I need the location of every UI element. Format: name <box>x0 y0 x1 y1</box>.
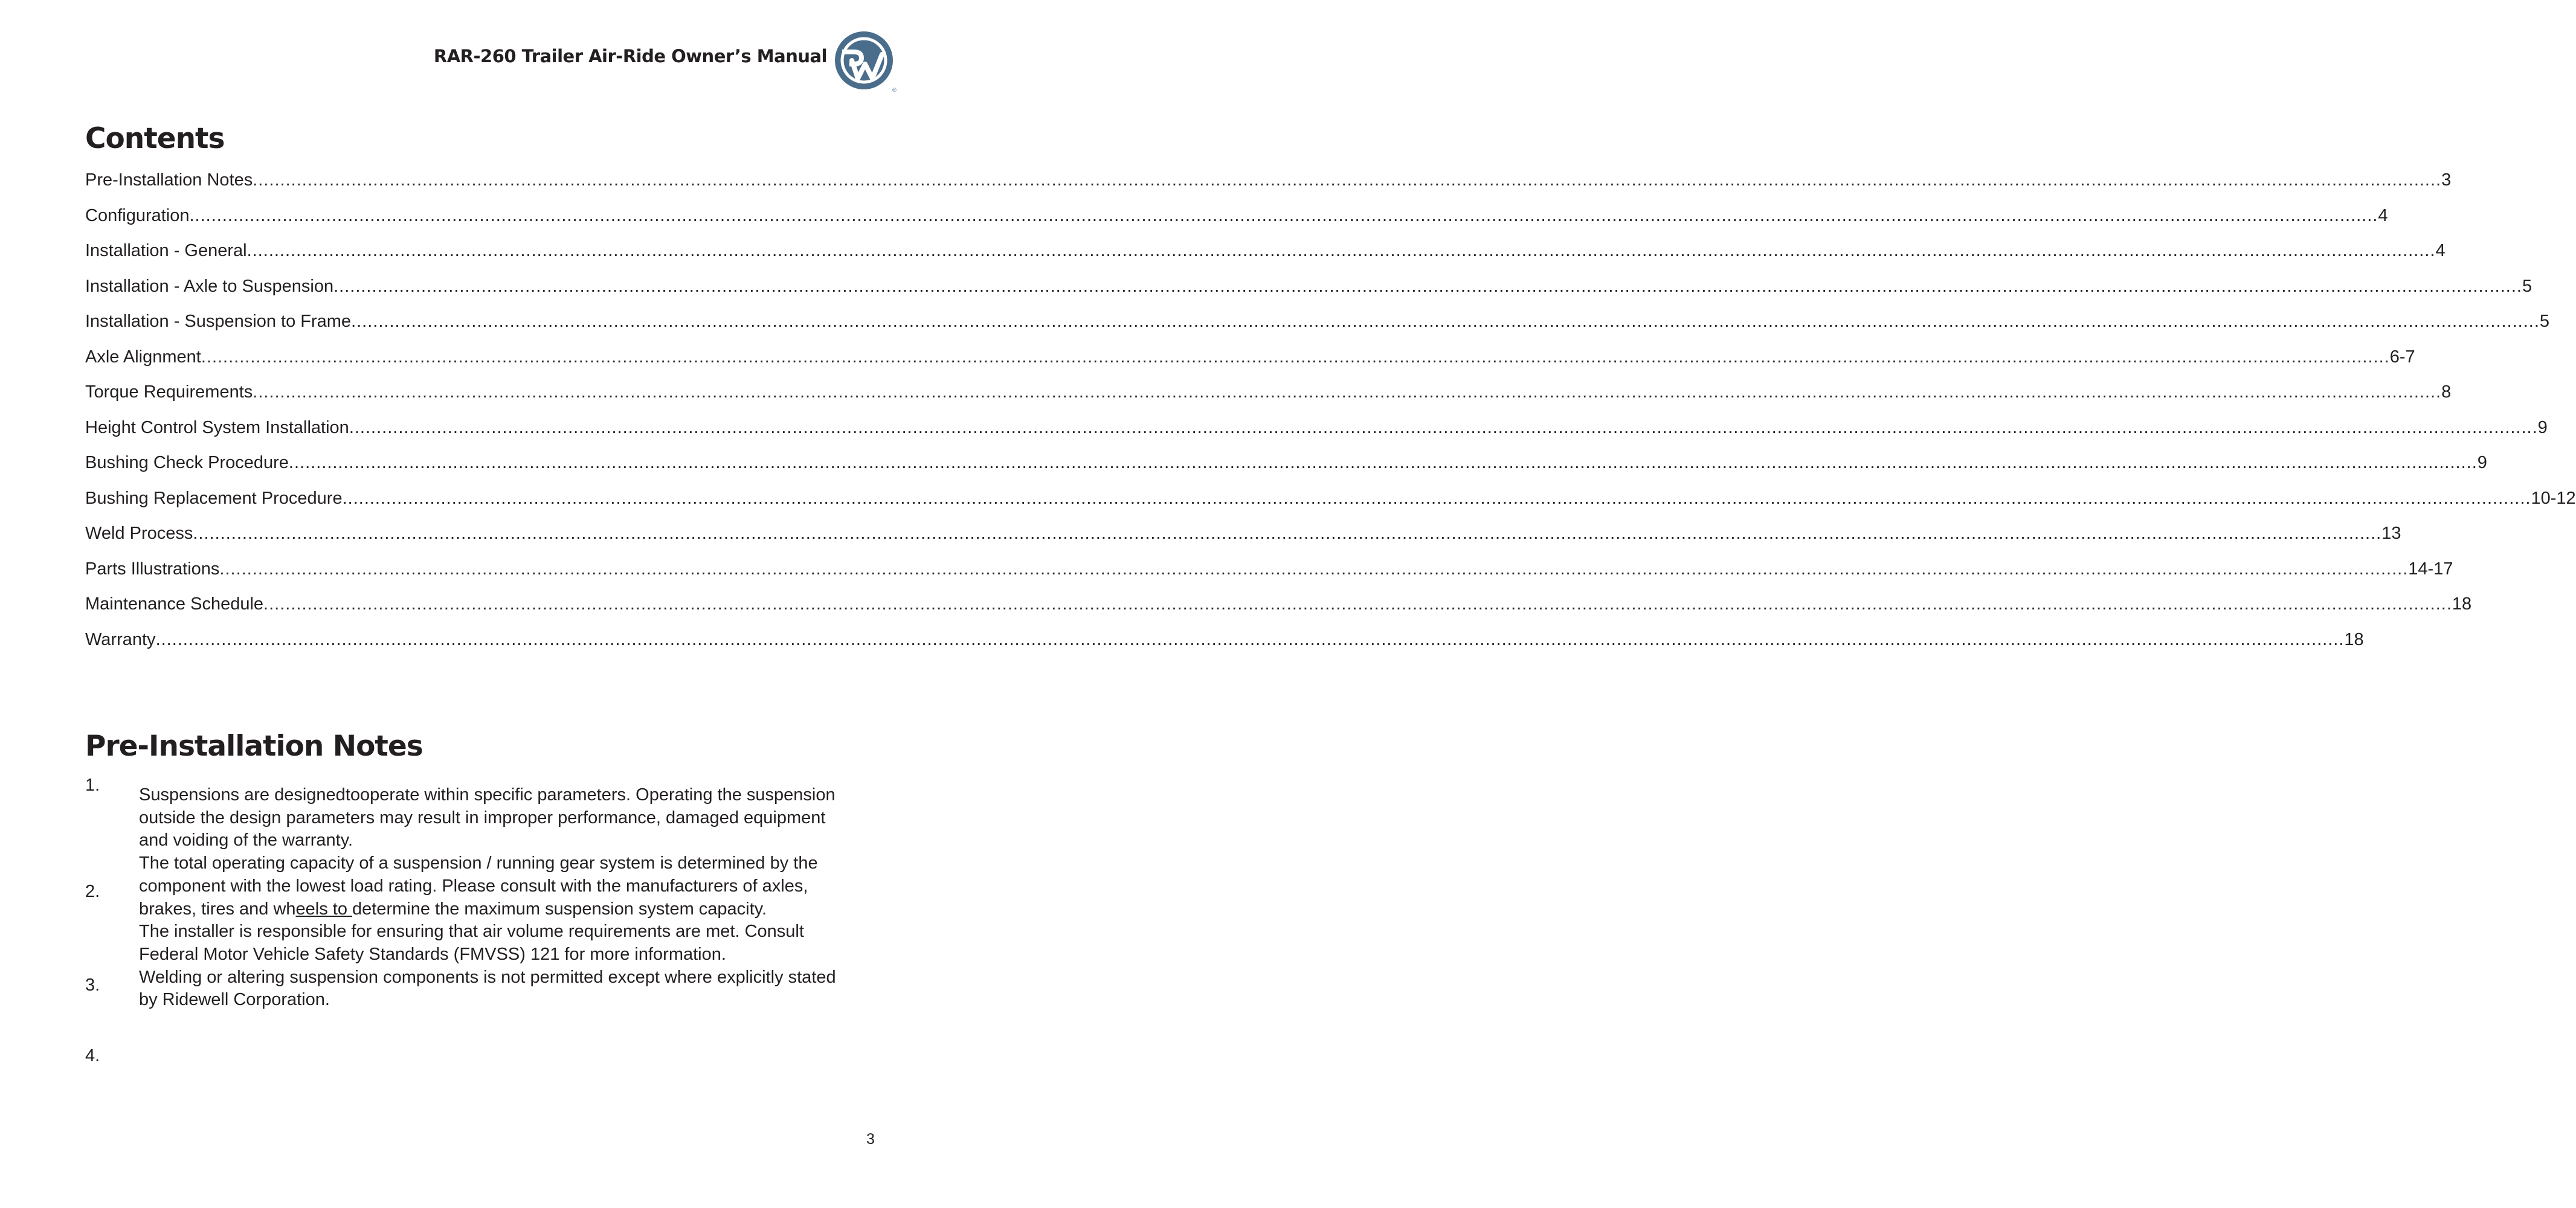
ridewell-logo-icon <box>834 30 897 93</box>
toc-entry[interactable] <box>85 347 2415 383</box>
note-number: 3. <box>85 975 100 995</box>
toc-entry-page: 3 <box>2441 170 2452 190</box>
toc-leader-dots: ................................................................................................................................................................................................................................................................................................................................................................................................................ <box>253 382 2442 402</box>
svg-text:®: ® <box>892 88 897 94</box>
toc-entry-label: Bushing Check Procedure <box>85 453 289 472</box>
toc-entry-page: 5 <box>2522 276 2533 296</box>
toc-leader-dots: ................................................................................................................................................................................................................................................................................................................................................................................................................ <box>342 488 2531 508</box>
toc-leader-dots: ................................................................................................................................................................................................................................................................................................................................................................................................................ <box>288 453 2478 472</box>
toc-entry-label: Height Control System Installation <box>85 417 349 437</box>
toc-leader-dots: ................................................................................................................................................................................................................................................................................................................................................................................................................ <box>349 417 2538 437</box>
toc-entry-label: Bushing Replacement Procedure <box>85 488 343 508</box>
toc-leader-dots: ................................................................................................................................................................................................................................................................................................................................................................................................................ <box>263 594 2452 614</box>
toc-leader-dots: ................................................................................................................................................................................................................................................................................................................................................................................................................ <box>201 347 2390 367</box>
toc-entry[interactable] <box>85 276 2533 312</box>
toc-entry-page: 6-7 <box>2389 347 2415 367</box>
note-text: Suspensions are designedtooperate within specific parameters. Operating the suspension outside the design parameters may result in improper performance, damaged equipment and voiding of the warranty. <box>139 785 836 850</box>
toc-entry-page: 4 <box>2435 241 2446 260</box>
toc-leader-dots: ................................................................................................................................................................................................................................................................................................................................................................................................................ <box>351 312 2540 331</box>
manual-title: RAR-260 Trailer Air-Ride Owner’s Manual <box>433 46 827 66</box>
toc-entry-page: 9 <box>2477 453 2487 472</box>
toc-entry-page: 5 <box>2539 312 2550 331</box>
toc-entry-page: 14-17 <box>2408 559 2453 579</box>
toc-entry-label: Warranty <box>85 629 156 649</box>
note-text-underlined: eels to <box>295 899 353 919</box>
toc-entry[interactable] <box>85 205 2388 242</box>
toc-entry[interactable] <box>85 417 2548 454</box>
toc-leader-dots: ................................................................................................................................................................................................................................................................................................................................................................................................................ <box>193 524 2382 543</box>
toc-entry[interactable] <box>85 312 2550 347</box>
toc-entry-label: Installation - Axle to Suspension <box>85 276 334 296</box>
toc-entry-label: Configuration <box>85 205 190 225</box>
toc-entry-label: Pre-Installation Notes <box>85 170 253 190</box>
toc-entry-page: 10-12 <box>2531 488 2576 508</box>
toc-entry[interactable] <box>85 241 2446 277</box>
toc-entry-page: 8 <box>2441 382 2452 402</box>
toc-entry-page: 9 <box>2537 417 2548 437</box>
contents-heading: Contents <box>85 122 225 155</box>
toc-entry-label: Maintenance Schedule <box>85 594 264 614</box>
note-text: The installer is responsible for ensuring that air volume requirements are met. Consult Federal Motor Vehicle Safety Standards (FMVSS) 121 for more information. <box>139 922 804 964</box>
note-number: 1. <box>85 776 100 795</box>
note-text-part: The total operating capacity of a suspension / running gear system is determined by the component with the lowest load rating. Please consult with the manufacturers of axles, brakes, tires and wh <box>139 853 818 919</box>
toc-leader-dots: ................................................................................................................................................................................................................................................................................................................................................................................................................ <box>246 241 2436 260</box>
toc-entry-label: Axle Alignment <box>85 347 201 367</box>
toc-entry-page: 18 <box>2452 594 2472 614</box>
toc-leader-dots: ................................................................................................................................................................................................................................................................................................................................................................................................................ <box>253 170 2442 190</box>
page-number: 3 <box>866 1131 875 1148</box>
toc-entry-label: Parts Illustrations <box>85 559 220 579</box>
toc-entry[interactable] <box>85 524 2401 559</box>
note-number: 2. <box>85 882 100 901</box>
note-text: Welding or altering suspension components is not permitted except where explicitly stated by Ridewell Corporation. <box>139 967 836 1010</box>
note-number: 4. <box>85 1046 100 1065</box>
toc-leader-dots: ................................................................................................................................................................................................................................................................................................................................................................................................................ <box>189 205 2378 225</box>
toc-entry-label: Installation - Suspension to Frame <box>85 312 352 331</box>
toc-entry[interactable] <box>85 382 2452 418</box>
toc-entry[interactable] <box>85 488 2576 524</box>
toc-entry[interactable] <box>85 594 2472 630</box>
toc-entry[interactable] <box>85 559 2453 595</box>
toc-leader-dots: ................................................................................................................................................................................................................................................................................................................................................................................................................ <box>219 559 2409 579</box>
toc-entry[interactable] <box>85 170 2452 206</box>
pre-installation-heading: Pre-Installation Notes <box>85 730 423 763</box>
toc-entry-label: Weld Process <box>85 524 193 543</box>
table-of-contents <box>85 170 2576 665</box>
toc-entry-page: 13 <box>2381 524 2401 543</box>
toc-entry[interactable] <box>85 629 2364 666</box>
toc-entry[interactable] <box>85 453 2487 489</box>
toc-leader-dots: ................................................................................................................................................................................................................................................................................................................................................................................................................ <box>333 276 2522 296</box>
pre-installation-notes <box>139 784 852 1012</box>
note-text-part: determine the maximum suspension system capacity. <box>352 899 767 919</box>
toc-entry-label: Torque Requirements <box>85 382 253 402</box>
toc-entry-page: 18 <box>2344 629 2364 649</box>
toc-entry-page: 4 <box>2378 205 2388 225</box>
note-text <box>139 852 852 920</box>
toc-leader-dots: ................................................................................................................................................................................................................................................................................................................................................................................................................ <box>155 629 2345 649</box>
toc-entry-label: Installation - General <box>85 241 247 260</box>
